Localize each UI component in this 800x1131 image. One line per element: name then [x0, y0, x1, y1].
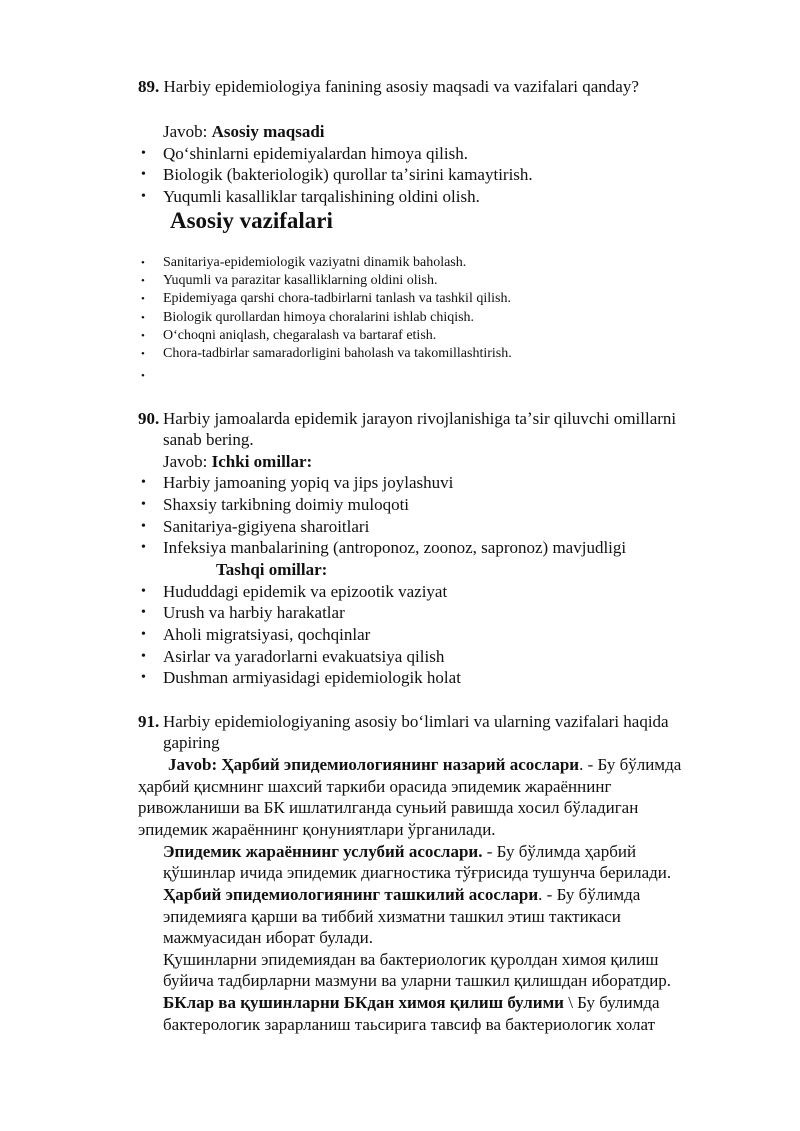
internal-item: Shaxsiy tarkibning doimiy muloqoti — [163, 495, 410, 514]
bullet-icon: • — [141, 540, 146, 555]
paragraph-theory-line4: эпидемик жараённинг қонуниятлари ўрганилади. — [138, 820, 496, 839]
external-item: Asirlar va yaradorlarni evakuatsiya qilish — [163, 647, 445, 666]
bullet-icon: • — [141, 370, 145, 382]
paragraph-text: . - Бу бўлимда — [538, 885, 641, 904]
task-item: Oʻchoqni aniqlash, chegaralash va bartaraf etish. — [163, 328, 437, 343]
bullet-icon: • — [141, 497, 146, 512]
goal-heading: Asosiy maqsadi — [211, 122, 325, 141]
question-number: 90. — [138, 409, 160, 428]
task-item: Biologik qurollardan himoya choralarini ishlab chiqish. — [163, 310, 475, 325]
bullet-icon: • — [141, 627, 146, 642]
paragraph-text: . - Бу бўлимда — [579, 755, 682, 774]
question-text-line1: Harbiy epidemiologiyaning asosiy boʻlimlari va ularning vazifalari haqida — [163, 712, 669, 731]
paragraph-method-title: Эпидемик жараённинг услубий асослари. — [163, 842, 483, 861]
paragraph-bk-line1 — [163, 992, 660, 1014]
question-89 — [138, 76, 639, 98]
task-item: Epidemiyaga qarshi chora-tadbirlarni tanlash va tashkil qilish. — [163, 291, 511, 306]
bullet-icon: • — [141, 146, 146, 161]
goal-item: Qoʻshinlarni epidemiyalardan himoya qilish. — [163, 144, 468, 163]
question-text: Harbiy epidemiologiya fanining asosiy maqsadi va vazifalari qanday? — [163, 77, 639, 96]
internal-item: Infeksiya manbalarining (antroponoz, zoonoz, sapronoz) mavjudligi — [163, 538, 627, 557]
answer-label: Javob: — [163, 452, 212, 471]
goal-item: Biologik (bakteriologik) qurollar taʼsirini kamaytirish. — [163, 165, 533, 184]
paragraph-method-line1 — [163, 841, 636, 863]
internal-item: Harbiy jamoaning yopiq va jips joylashuvi — [163, 473, 454, 492]
internal-item: Sanitariya-gigiyena sharoitlari — [163, 517, 370, 536]
bullet-icon: • — [141, 584, 146, 599]
paragraph-protection-line2: буйича тадбирларни мазмуни ва уларни ташкил қилишдан иборатдир. — [163, 971, 672, 990]
bullet-icon: • — [141, 312, 145, 324]
tasks-heading: Asosiy vazifalari — [170, 208, 333, 233]
paragraph-text: \ Бу булимда — [563, 993, 660, 1012]
paragraph-theory-line2: ҳарбий қисмнинг шахсий таркиби орасида эпидемик жараённинг — [138, 777, 612, 796]
answer-label-row — [163, 451, 312, 473]
task-item: Sanitariya-epidemiologik vaziyatni dinamik baholash. — [163, 255, 467, 270]
bullet-icon: • — [141, 605, 146, 620]
paragraph-org-line2: эпидемияга қарши ва тиббий хизматни ташкил этиш тактикаси — [163, 907, 621, 926]
question-number: 91. — [138, 712, 160, 731]
goal-item: Yuqumli kasalliklar tarqalishining oldini olish. — [163, 187, 480, 206]
paragraph-theory-title: Javob: Ҳарбий эпидемиологиянинг назарий асослари — [168, 755, 580, 774]
bullet-icon: • — [141, 330, 145, 342]
paragraph-theory-line3: ривожланиши ва БК ишлатилганда суньий равишда хосил бўладиган — [138, 798, 639, 817]
question-text-line2: gapiring — [163, 733, 220, 752]
bullet-icon: • — [141, 293, 145, 305]
bullet-icon: • — [141, 348, 145, 360]
external-item: Dushman armiyasidagi epidemiologik holat — [163, 668, 461, 687]
paragraph-bk-line2: бактерологик зарарланиш таьсирига тавсиф ва бактериологик холат — [163, 1015, 656, 1034]
bullet-icon: • — [141, 475, 146, 490]
internal-heading: Ichki omillar: — [211, 452, 313, 471]
bullet-icon: • — [141, 670, 146, 685]
bullet-icon: • — [141, 649, 146, 664]
paragraph-org-line3: мажмуасидан иборат булади. — [163, 928, 374, 947]
paragraph-text: - Бу бўлимда ҳарбий — [482, 842, 637, 861]
external-item: Urush va harbiy harakatlar — [163, 603, 345, 622]
paragraph-org-title: Ҳарбий эпидемиологиянинг ташкилий асослари — [163, 885, 539, 904]
task-item: Chora-tadbirlar samaradorligini baholash va takomillashtirish. — [163, 346, 512, 361]
question-number: 89. — [138, 77, 160, 96]
bullet-icon: • — [141, 275, 145, 287]
answer-label: Javob: — [163, 122, 212, 141]
paragraph-org-line1 — [163, 884, 640, 906]
external-heading: Tashqi omillar: — [216, 560, 328, 579]
paragraph-method-line2: қўшинлар ичида эпидемик диагностика тўғрисида тушунча берилади. — [163, 863, 672, 882]
question-text-line2: sanab bering. — [163, 430, 254, 449]
bullet-icon: • — [141, 167, 146, 182]
paragraph-protection-line1: Қушинларни эпидемиядан ва бактериологик қуролдан химоя қилиш — [163, 950, 659, 969]
bullet-icon: • — [141, 257, 145, 269]
question-text-line1: Harbiy jamoalarda epidemik jarayon rivojlanishiga taʼsir qiluvchi omillarni — [163, 409, 677, 428]
bullet-icon: • — [141, 519, 146, 534]
bullet-icon: • — [141, 189, 146, 204]
task-item: Yuqumli va parazitar kasalliklarning oldini olish. — [163, 273, 438, 288]
external-item: Aholi migratsiyasi, qochqinlar — [163, 625, 371, 644]
paragraph-bk-title: БКлар ва қушинларни БКдан химоя қилиш булими — [163, 993, 564, 1012]
answer-label-row — [163, 121, 325, 143]
paragraph-theory-line1 — [168, 754, 681, 776]
external-item: Hududdagi epidemik va epizootik vaziyat — [163, 582, 448, 601]
